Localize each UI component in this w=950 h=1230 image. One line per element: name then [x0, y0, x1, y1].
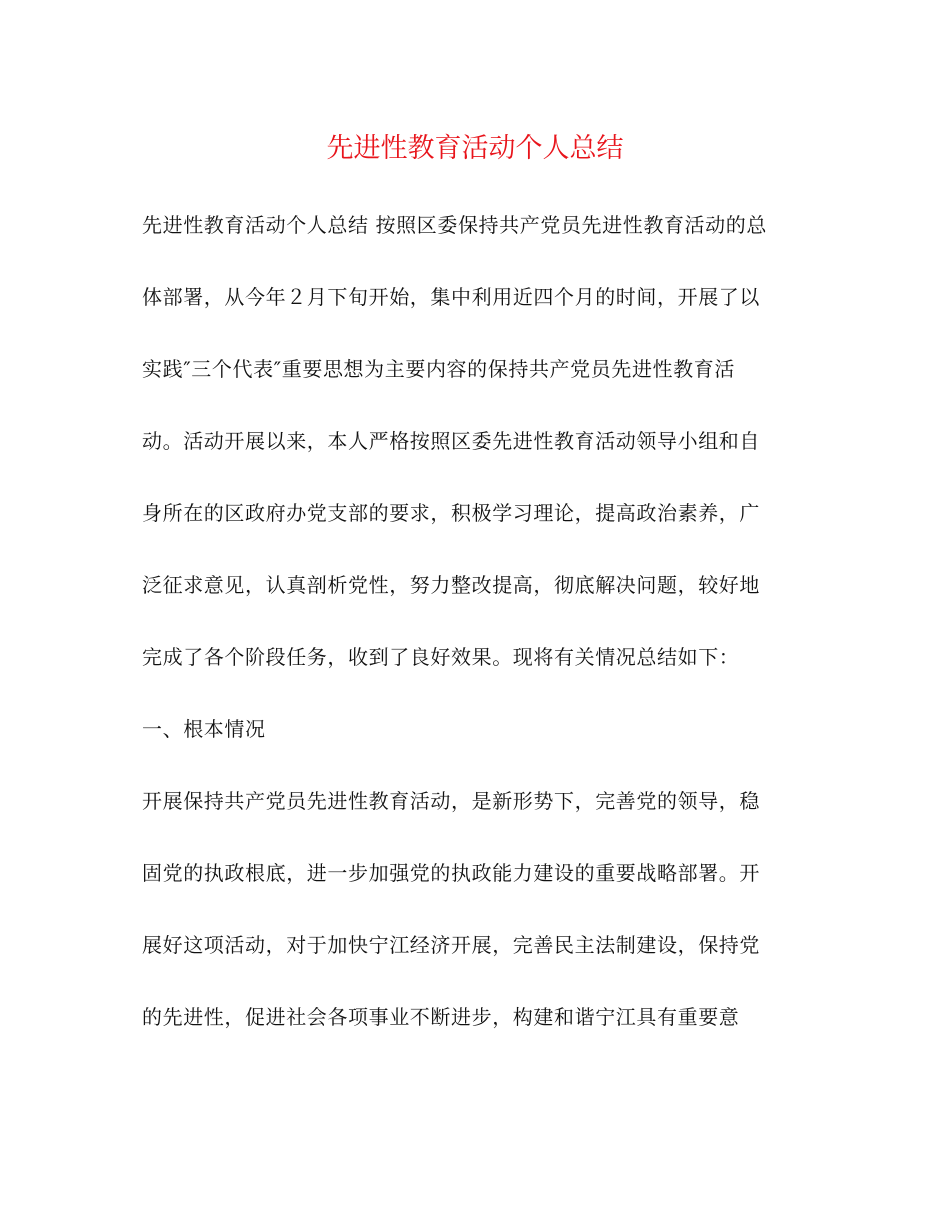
body-line: 实践″三个代表″重要思想为主要内容的保持共产党员先进性教育活 — [142, 357, 735, 381]
body-line: 的先进性，促进社会各项事业不断进步，构建和谐宁江具有重要意 — [142, 1005, 740, 1029]
section-heading: 一、根本情况 — [142, 717, 266, 741]
body-line: 先进性教育活动个人总结 按照区委保持共产党员先进性教育活动的总 — [142, 213, 767, 237]
body-line: 完成了各个阶段任务，收到了良好效果。现将有关情况总结如下： — [142, 645, 740, 669]
body-line: 体部署，从今年２月下旬开始，集中利用近四个月的时间，开展了以 — [142, 285, 760, 309]
body-line: 泛征求意见，认真剖析党性，努力整改提高，彻底解决问题，较好地 — [142, 573, 760, 597]
body-line: 动。活动开展以来，本人严格按照区委先进性教育活动领导小组和自 — [142, 429, 760, 453]
body-line: 身所在的区政府办党支部的要求，积极学习理论，提高政治素养，广 — [142, 501, 760, 525]
document-body — [142, 212, 812, 1076]
body-line: 固党的执政根底，进一步加强党的执政能力建设的重要战略部署。开 — [142, 861, 760, 885]
body-line: 展好这项活动，对于加快宁江经济开展，完善民主法制建设，保持党 — [142, 933, 760, 957]
body-line: 开展保持共产党员先进性教育活动，是新形势下，完善党的领导，稳 — [142, 789, 760, 813]
document-title: 先进性教育活动个人总结 — [326, 133, 624, 164]
